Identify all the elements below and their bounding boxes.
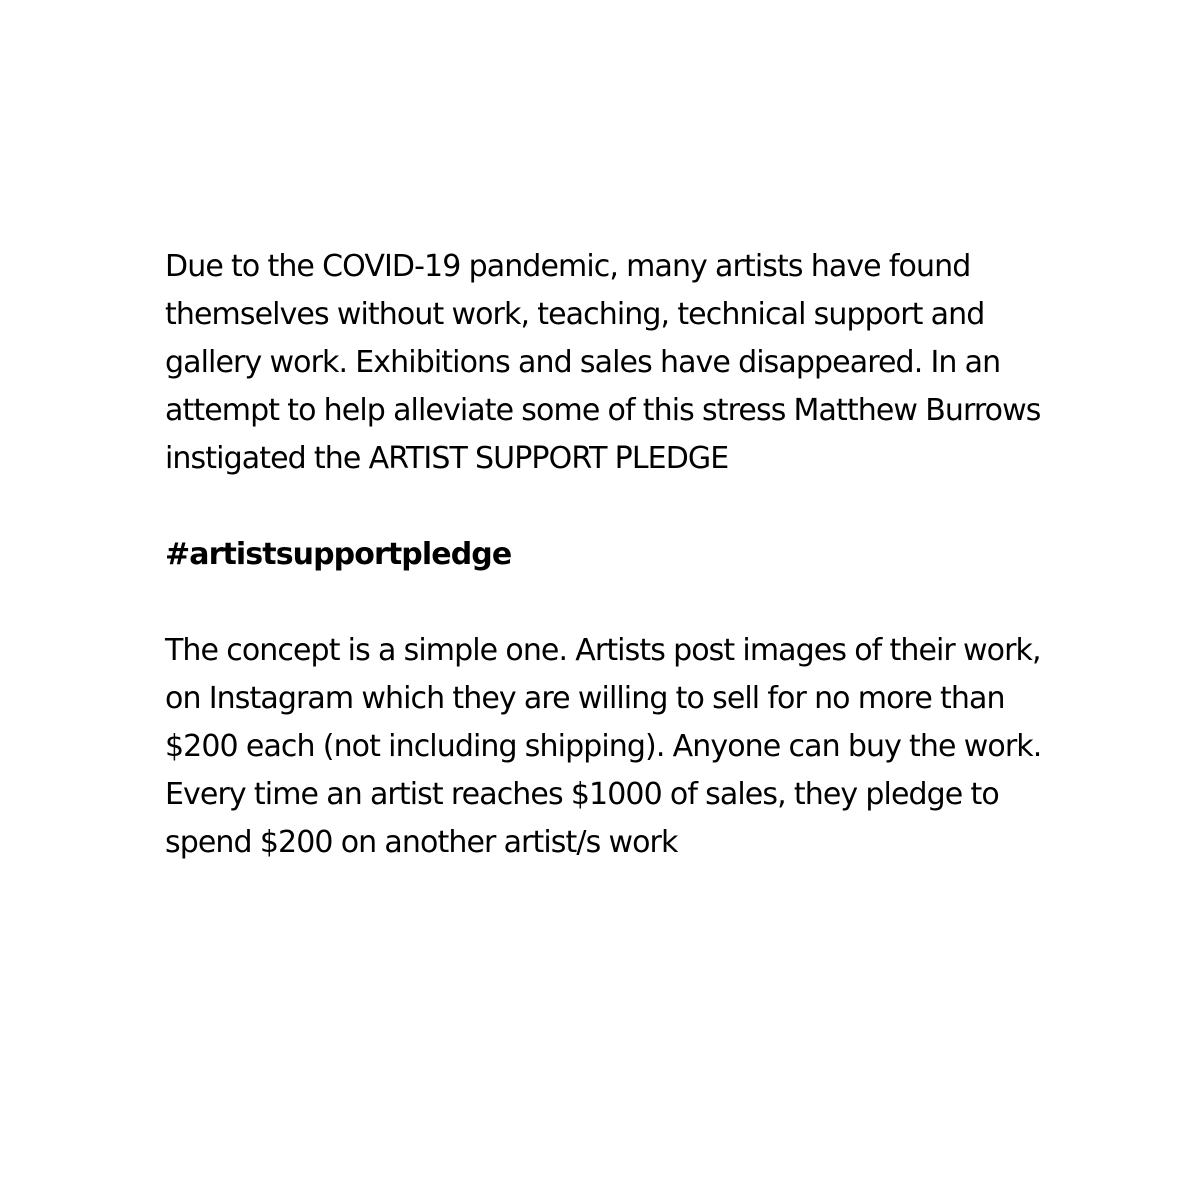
concept-paragraph: The concept is a simple one. Artists post images of their work, on Instagram which they are willing to sell for no more than $200 each (not including shipping). Anyone can buy the work. Every time an artist reaches $1000 of sales, they pledge to spend $200 on another artist/s work — [165, 633, 1042, 860]
intro-paragraph: Due to the COVID-19 pandemic, many artists have found themselves without work, teaching, technical support and gallery work. Exhibitions and sales have disappeared. In an attempt to help alleviate some of this stress Matthew Burrows instigated the ARTIST SUPPORT PLEDGE — [165, 249, 1041, 476]
hashtag-heading: #artistsupportpledge — [165, 537, 512, 572]
text-body — [165, 243, 1075, 867]
